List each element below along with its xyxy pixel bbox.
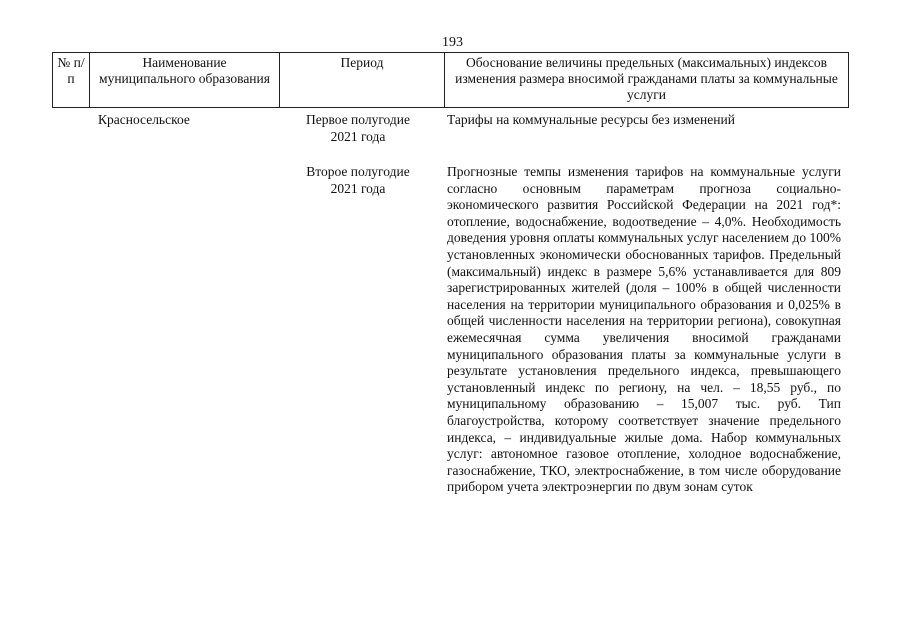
page-number: 193 — [442, 35, 463, 50]
row-2-justification: Прогнозные темпы изменения тарифов на коммунальные услуги согласно основным параметрам прогноза социально-экономического развития Российской Федерации на 2021 год*: отопление, водоснабжение, водоотведение – 4,0%. Необходимость доведения уровня оплаты коммунальных услуг населением до 100% установленных экономически обоснованных тарифов. Предельный (максимальный) индекс в размере 5,6% устанавливается для 809 зарегистрированных жителей (доля – 100% в общей численности населения на территории муниципального образования и 0,025% в общей численности населения на территории региона), совокупная ежемесячная сумма увеличения вносимой гражданами муниципального образования платы за коммунальные услуги в результате установления предельного индекса, превышающего установленный индекс по региону, на чел. – 18,55 руб., по муниципальному образованию – 15,007 тыс. руб. Тип благоустройства, которому соответствует значение предельного индекса, – индивидуальные жилые дома. Набор коммунальных услуг: автономное газовое отопление, холодное водоснабжение, газоснабжение, ТКО, электроснабжение, в том числе оборудование прибором учета электроэнергии по двум зонам суток — [447, 164, 841, 495]
header-period: Период — [280, 53, 445, 108]
municipality-name: Красносельское — [98, 112, 190, 127]
table-header — [52, 52, 849, 108]
row-1-justification: Тарифы на коммунальные ресурсы без изменений — [447, 112, 735, 127]
header-municipality: Наименование муниципального образования — [90, 53, 280, 108]
header-justification: Обоснование величины предельных (максимальных) индексов изменения размера вносимой гражданами платы за коммунальные услуги — [445, 53, 849, 108]
row-2-period: Второе полугодие 2021 года — [306, 164, 410, 196]
row-1-period: Первое полугодие 2021 года — [306, 112, 410, 144]
header-num: № п/п — [53, 53, 90, 108]
